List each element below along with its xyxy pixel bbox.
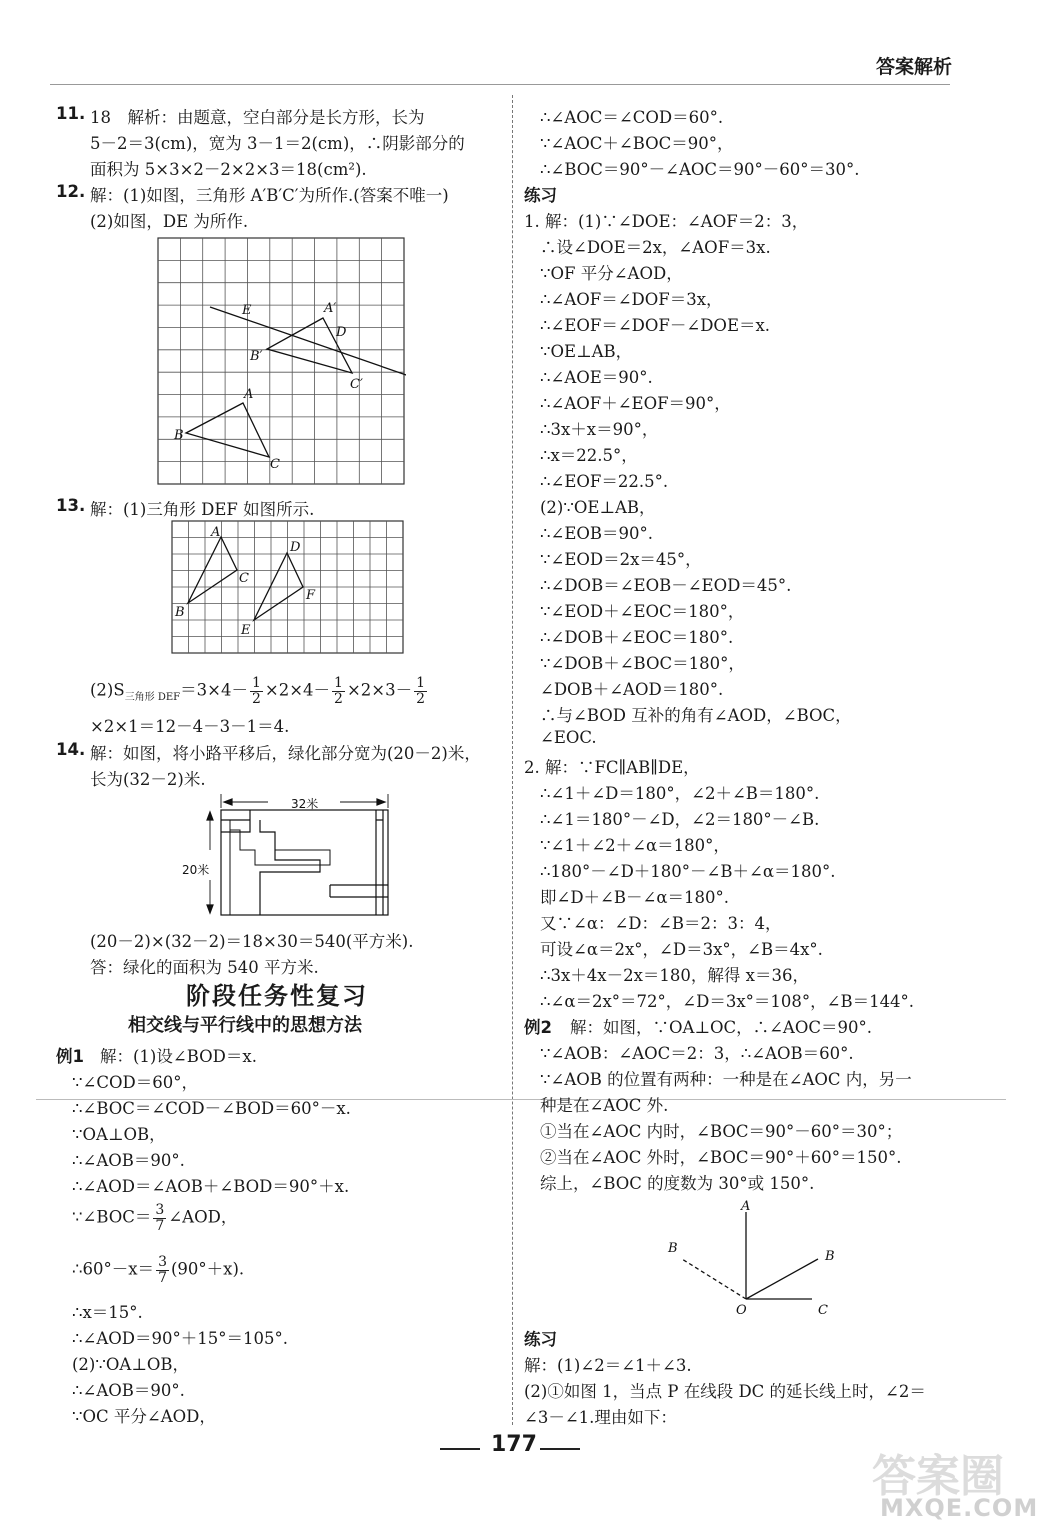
fig12-label-a-prime: A′ [324, 301, 337, 316]
fig13-triangle-def [254, 553, 303, 620]
p1-line-8: ∴3x＋x＝90°， [540, 420, 659, 439]
fig13-label-f: F [306, 588, 316, 603]
watermark-site: MXQE.COM [880, 1494, 1039, 1522]
q2-line-9: ∴∠α＝2x°＝72°，∠D＝3x°＝108°，∠B＝144°. [540, 992, 915, 1011]
ex2-label-b-outside: B [668, 1241, 678, 1256]
fig12-label-e: E [242, 303, 252, 318]
ex2-line-2: ∵∠AOB 的位置有两种：一种是在∠AOC 内，另一 [540, 1070, 912, 1089]
ex1-line-4: ∴∠AOB＝90°. [72, 1151, 185, 1170]
fig12-triangle-abc [186, 403, 269, 457]
ex1-frac-3-7-b: $\frac{3}{7}$ [158, 1254, 167, 1286]
ex1-line-0: 解：(1)设∠BOD＝x. [100, 1047, 257, 1066]
ex2-line-4: ①当在∠AOC 内时，∠BOC＝90°－60°＝30°； [540, 1122, 903, 1141]
ex1-fraction-line-1: ∵∠BOC＝ $\frac{3}{7}$ ∠AOD， [72, 1202, 238, 1234]
q13-half-3: $\frac{1}{2}$ [416, 675, 426, 707]
p1-line-19: ∴与∠BOD 互补的角有∠AOD，∠BOC， [540, 706, 852, 725]
q2-line-4: ∴180°－∠D＋180°－∠B＋∠α＝180°. [540, 862, 836, 881]
page-dash-left [440, 1448, 480, 1450]
p1-line-2: ∵OF 平分∠AOD， [540, 264, 683, 283]
header-tag: 答案解析 [876, 56, 953, 78]
ex1-tail-1: ∴∠AOD＝90°＋15°＝105°. [72, 1329, 288, 1348]
fig13-triangle-abc [188, 537, 237, 603]
ex2-line-5: ②当在∠AOC 外时，∠BOC＝90°＋60°＝150°. [540, 1148, 902, 1167]
fig12-label-c-prime: C′ [350, 377, 363, 392]
p1-line-20: ∠EOC. [540, 728, 597, 747]
q2-line-6: 又∵∠α：∠D：∠B＝2：3：4， [540, 914, 782, 933]
q14-line4: 答：绿化的面积为 540 平方米. [90, 958, 319, 977]
q11-number: 11. [56, 104, 86, 123]
ex2-label-b-inside: B [825, 1249, 835, 1264]
right-top-1: ∵∠AOC＋∠BOC＝90°， [540, 134, 734, 153]
q2-line-7: 可设∠α＝2x°，∠D＝3x°，∠B＝4x°. [540, 940, 823, 959]
fig12-label-a: A [244, 387, 254, 402]
q14-line3: (20－2)×(32－2)＝18×30＝540(平方米). [90, 932, 414, 951]
q2-line-3: ∵∠1＋∠2＋∠α＝180°， [540, 836, 730, 855]
fig13-label-a: A [211, 525, 221, 540]
fig14-height-label: 20米 [182, 863, 210, 877]
ex2-line-0: 解：如图，∵OA⊥OC，∴∠AOC＝90°. [570, 1018, 872, 1037]
q11-line3: 面积为 5×3×2－2×2×3＝18(cm²). [90, 160, 367, 179]
fig13-label-d: D [290, 540, 301, 555]
ex1-tail-0: ∴x＝15°. [72, 1303, 143, 1322]
ex2-ray-ob-outside [682, 1259, 746, 1299]
ex1-line-3: ∵OA⊥OB， [72, 1125, 166, 1144]
p1-line-14: ∴∠DOB＝∠EOB－∠EOD＝45°. [540, 576, 792, 595]
q13-expr-part3: ×2×3－ [346, 680, 413, 700]
p1-line-13: ∵∠EOD＝2x＝45°， [540, 550, 702, 569]
fig14-path-4 [221, 820, 230, 915]
fig14-garden-figure [180, 790, 395, 920]
q11-line1: 18 解析：由题意，空白部分是长方形，长为 [90, 108, 425, 127]
p1-line-12: ∴∠EOB＝90°. [540, 524, 654, 543]
header-rule [50, 84, 950, 85]
q13-s-symbol: (2)S [90, 680, 125, 700]
watermark-logo: 答案圈 [872, 1451, 1004, 1502]
fig13-label-b: B [175, 605, 185, 620]
fig14-path-3 [330, 810, 388, 915]
ex2-label-c: C [818, 1303, 828, 1318]
ex1-label: 例1 [56, 1047, 84, 1066]
fig13-label-c: C [239, 571, 249, 586]
q11-line2: 5－2＝3(cm)，宽为 3－1＝2(cm)，∴阴影部分的 [90, 134, 465, 153]
p1-line-6: ∴∠AOE＝90°. [540, 368, 653, 387]
ex2-line-3: 种是在∠AOC 外. [540, 1096, 669, 1115]
q14-line2: 长为(32－2)米. [90, 770, 206, 789]
fig14-path-1 [221, 810, 320, 915]
ex2-line-1: ∵∠AOB：∠AOC＝2：3，∴∠AOB＝60°. [540, 1044, 854, 1063]
ex1-line-2: ∴∠BOC＝∠COD－∠BOD＝60°－x. [72, 1099, 351, 1118]
q12-number: 12. [56, 182, 86, 201]
q2-line-1: ∴∠1＋∠D＝180°，∠2＋∠B＝180°. [540, 784, 820, 803]
p1-line-18: ∠DOB＋∠AOD＝180°. [540, 680, 724, 699]
ex2-angle-figure [660, 1196, 850, 1320]
p1-line-17: ∵∠DOB＋∠BOC＝180°， [540, 654, 745, 673]
right-top-0: ∴∠AOC＝∠COD＝60°. [540, 108, 724, 127]
q13-line2 [90, 676, 429, 706]
p1-line-15: ∵∠EOD＋∠EOC＝180°， [540, 602, 745, 621]
fig14-width-label: 32米 [291, 797, 319, 811]
p2-line-0: 解：(1)∠2＝∠1＋∠3. [524, 1356, 692, 1375]
q2-line-0: 2. 解：∵FC∥AB∥DE， [524, 758, 700, 777]
p1-line-4: ∴∠EOF＝∠DOF－∠DOE＝x. [540, 316, 771, 335]
q2-line-2: ∴∠1＝180°－∠D，∠2＝180°－∠B. [540, 810, 820, 829]
page-number: 177 [491, 1432, 537, 1457]
fig12-grid-figure [156, 236, 406, 486]
p1-line-9: ∴x＝22.5°， [540, 446, 638, 465]
practice2-title: 练习 [524, 1330, 557, 1349]
q13-s-subscript: 三角形 DEF [124, 691, 181, 703]
ex2-line-6: 综上，∠BOC 的度数为 30°或 150°. [540, 1174, 815, 1193]
p1-line-10: ∴∠EOF＝22.5°. [540, 472, 669, 491]
q13-half-2: $\frac{1}{2}$ [334, 675, 343, 707]
right-top-2: ∴∠BOC＝90°－∠AOC＝90°－60°＝30°. [540, 160, 860, 179]
p2-line-1: (2)①如图 1，当点 P 在线段 DC 的延长线上时，∠2＝ [524, 1382, 926, 1401]
page-dash-right [540, 1448, 580, 1450]
fig14-outer-rect [221, 810, 388, 915]
ex1-tail-3: ∴∠AOB＝90°. [72, 1381, 185, 1400]
q2-line-8: ∴3x＋4x－2x＝180，解得 x＝36， [540, 966, 809, 985]
column-divider [512, 95, 513, 1425]
fig12-label-c: C [270, 457, 280, 472]
ex2-label-o: O [736, 1303, 747, 1318]
q14-number: 14. [56, 740, 86, 759]
fig12-label-b-prime: B′ [250, 349, 263, 364]
q13-number: 13. [56, 496, 86, 515]
ex1-fraction-line-2: ∴60°－x＝ $\frac{3}{7}$ (90°＋x). [72, 1254, 245, 1286]
practice1-title: 练习 [524, 186, 557, 205]
q13-half-1: $\frac{1}{2}$ [251, 675, 261, 707]
ex1-frac-3-7-a: $\frac{3}{7}$ [155, 1202, 165, 1234]
fig12-label-b: B [174, 428, 184, 443]
fig13-label-e: E [241, 623, 251, 638]
ex1-tail-2: (2)∵OA⊥OB， [72, 1355, 189, 1374]
ex2-ray-ob-inside [746, 1259, 818, 1299]
section-title: 阶段任务性复习 [186, 982, 368, 1010]
ex2-label-a: A [741, 1199, 751, 1214]
p1-line-0: 1. 解：(1)∵∠DOE：∠AOF＝2：3， [524, 212, 809, 231]
ex1-line-5: ∴∠AOD＝∠AOB＋∠BOD＝90°＋x. [72, 1177, 350, 1196]
p1-line-16: ∴∠DOB＋∠EOC＝180°. [540, 628, 734, 647]
p1-line-7: ∴∠AOF＋∠EOF＝90°， [540, 394, 731, 413]
q14-line1: 解：如图，将小路平移后，绿化部分宽为(20－2)米， [90, 744, 481, 763]
p1-line-1: ∴设∠DOE＝2x，∠AOF＝3x. [540, 238, 771, 257]
p1-line-11: (2)∵OE⊥AB， [540, 498, 656, 517]
fig13-grid [172, 521, 403, 653]
fig12-line-de [210, 307, 406, 377]
fig13-grid-figure [171, 520, 405, 654]
section-subtitle: 相交线与平行线中的思想方法 [128, 1015, 362, 1036]
ex2-label: 例2 [524, 1018, 552, 1037]
p1-line-3: ∴∠AOF＝∠DOF＝3x， [540, 290, 723, 309]
q13-expr-part2: ×2×4－ [264, 680, 331, 700]
q13-line1: 解：(1)三角形 DEF 如图所示. [90, 500, 315, 519]
ex1-line-1: ∵∠COD＝60°， [72, 1073, 198, 1092]
p1-line-5: ∵OE⊥AB， [540, 342, 633, 361]
p2-line-2: ∠3－∠1.理由如下： [524, 1408, 677, 1427]
q12-line1: 解：(1)如图，三角形 A′B′C′为所作.(答案不唯一) [90, 186, 449, 205]
ex1-tail-4: ∵OC 平分∠AOD， [72, 1407, 216, 1426]
q12-line2: (2)如图，DE 为所作. [90, 212, 249, 231]
q2-line-5: 即∠D＋∠B－∠α＝180°. [540, 888, 729, 907]
fig12-label-d: D [336, 325, 347, 340]
q13-line3: ×2×1＝12－4－3－1＝4. [90, 717, 290, 736]
q13-expr-part1: ＝3×4－ [180, 680, 248, 700]
